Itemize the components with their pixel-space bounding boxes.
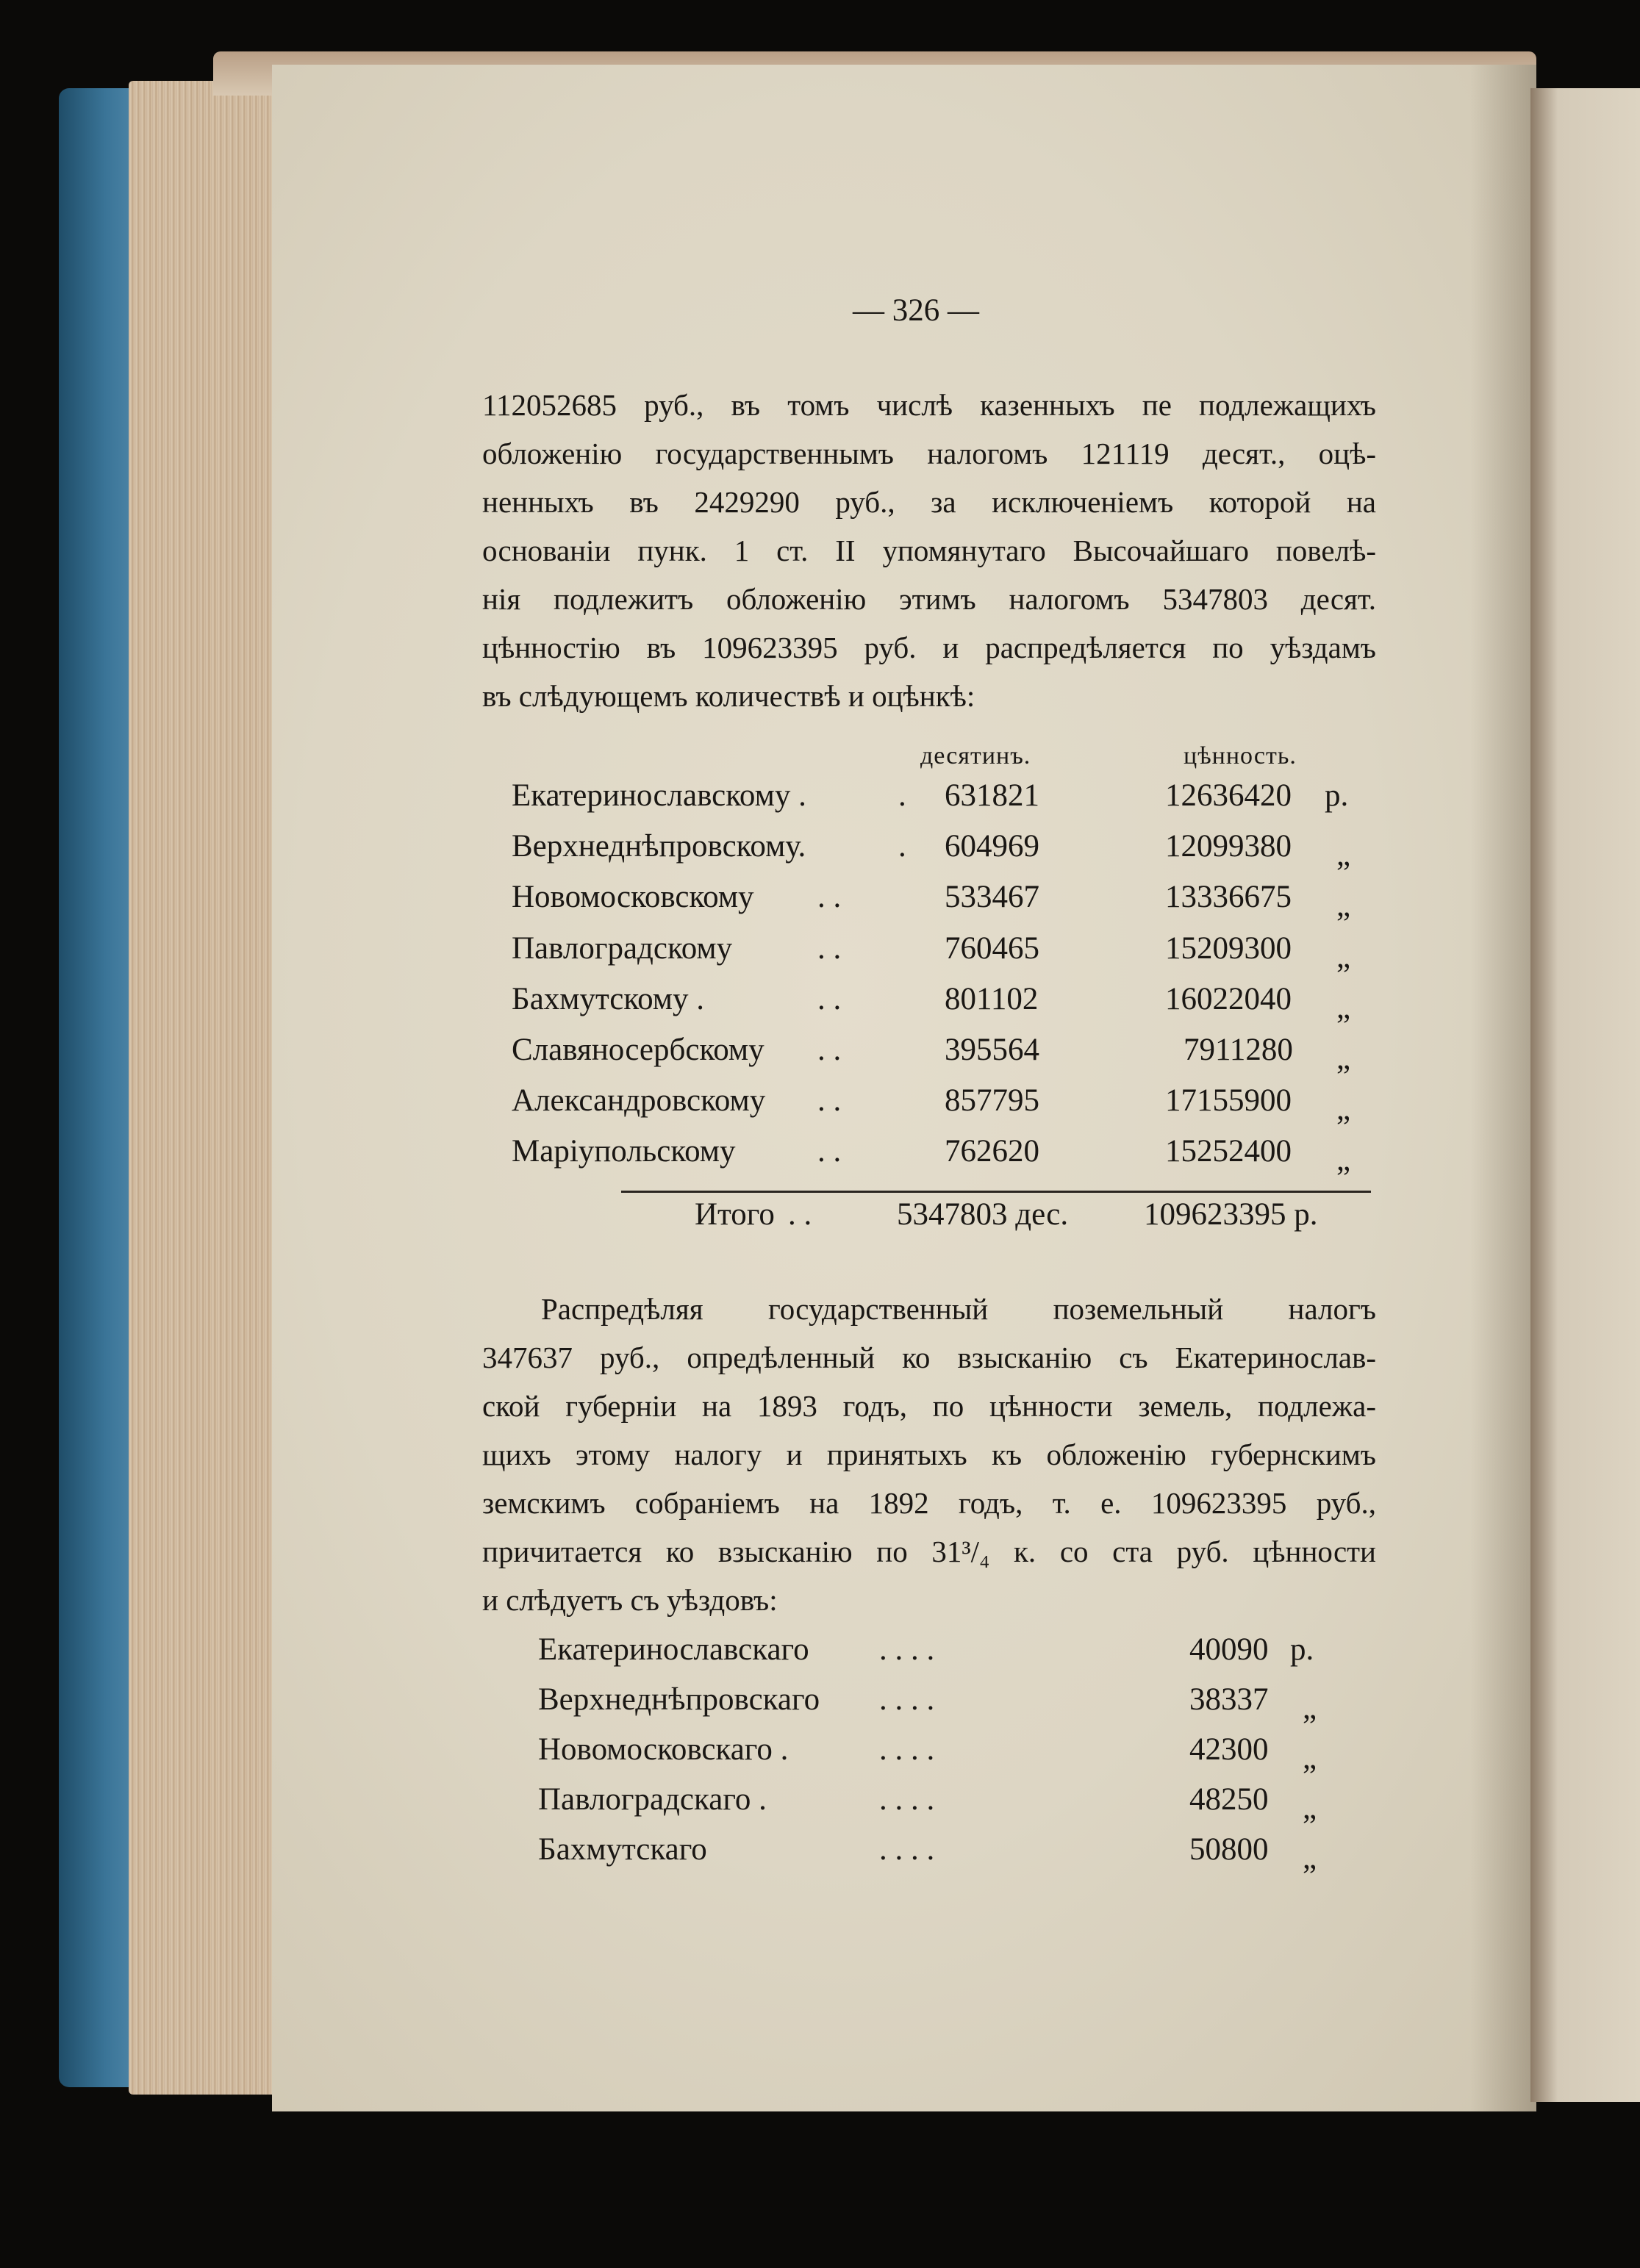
row-dots: . . [788, 1197, 812, 1232]
row-dots: . . [817, 1083, 842, 1118]
paragraph-line: нія подлежитъ обложенію этимъ налогомъ 5347803 десят. [482, 582, 1376, 616]
unit-suffix: „ [1303, 1741, 1317, 1776]
table-row [0, 1133, 1640, 1177]
table-row [0, 1731, 1640, 1776]
table-row [0, 1632, 1640, 1676]
unit-suffix: „ [1303, 1841, 1317, 1876]
desyatin-value: 631821 [945, 778, 1039, 813]
table-row [0, 1781, 1640, 1826]
table-row [0, 981, 1640, 1025]
value-cell: 15252400 [1165, 1134, 1292, 1169]
table-row [0, 930, 1640, 975]
total-value: 109623395 р. [1144, 1197, 1318, 1232]
column-header-value: цѣнность. [1184, 742, 1297, 769]
total-label: Итого [695, 1197, 775, 1232]
value-cell: 15209300 [1165, 931, 1292, 966]
table-row [0, 1682, 1640, 1726]
unit-suffix: „ [1336, 889, 1351, 923]
row-dots: . . [817, 1033, 842, 1067]
value-cell: 16022040 [1165, 982, 1292, 1016]
district-name: Маріупольскому [512, 1134, 736, 1169]
unit-suffix: „ [1303, 1691, 1317, 1726]
row-dots: . . . . [879, 1632, 935, 1667]
unit-suffix: „ [1336, 1041, 1351, 1076]
row-dots: . . . . [879, 1782, 935, 1817]
table-row [0, 778, 1640, 822]
district-name: Славяносербскому [512, 1033, 765, 1067]
row-dots: . . [817, 931, 842, 966]
county-name: Верхнеднѣпровскаго [538, 1682, 820, 1717]
row-dots: . . . . [879, 1732, 935, 1767]
table-row [0, 828, 1640, 872]
table-row [0, 1032, 1640, 1076]
total-row [0, 1196, 1640, 1241]
table-row [0, 1831, 1640, 1876]
paragraph-line: и слѣдуетъ съ уѣздовъ: [482, 1583, 778, 1617]
levy-value: 42300 [1189, 1732, 1269, 1767]
county-name: Екатеринославскаго [538, 1632, 809, 1667]
unit-suffix: „ [1336, 1143, 1351, 1177]
page-number: — 326 — [853, 293, 979, 328]
district-name: Екатеринославскому . [512, 778, 806, 813]
value-cell: 12636420 [1165, 778, 1292, 813]
district-name: Павлоградскому [512, 931, 733, 966]
district-name: Александровскому [512, 1083, 766, 1118]
table-row [0, 879, 1640, 923]
county-name: Бахмутскаго [538, 1832, 707, 1867]
paragraph-line: основаніи пунк. 1 ст. II упомянутаго Высочайшаго повелѣ- [482, 534, 1376, 567]
district-name: Бахмутскому . [512, 982, 704, 1016]
paragraph-line: Распредѣляя государственный поземельный налогъ [541, 1292, 1376, 1326]
paragraph-line: ненныхъ въ 2429290 руб., за исключеніемъ которой на [482, 485, 1376, 519]
value-cell: 12099380 [1165, 829, 1292, 864]
row-dots: . [898, 778, 906, 813]
unit-suffix: „ [1336, 838, 1351, 872]
unit-suffix: р. [1290, 1632, 1314, 1667]
column-header-desyatin: десятинъ. [920, 742, 1031, 769]
paragraph-line: земскимъ собраніемъ на 1892 годъ, т. е. 109623395 руб., [482, 1486, 1376, 1520]
levy-value: 40090 [1189, 1632, 1269, 1667]
desyatin-value: 395564 [945, 1033, 1039, 1067]
desyatin-value: 604969 [945, 829, 1039, 864]
levy-value: 38337 [1189, 1682, 1269, 1717]
paragraph-line: 112052685 руб., въ томъ числѣ казенныхъ пе подлежащихъ [482, 388, 1376, 422]
table-rule [621, 1191, 1371, 1193]
value-cell: 13336675 [1165, 880, 1292, 914]
unit-suffix: „ [1336, 940, 1351, 975]
county-name: Новомосковскаго . [538, 1732, 789, 1767]
paragraph-line: въ слѣдующемъ количествѣ и оцѣнкѣ: [482, 679, 975, 713]
table-row [0, 1083, 1640, 1127]
desyatin-value: 857795 [945, 1083, 1039, 1118]
row-dots: . . [817, 1134, 842, 1169]
row-dots: . . . . [879, 1832, 935, 1867]
paragraph-line: 347637 руб., опредѣленный ко взысканію съ Екатеринослав- [482, 1341, 1376, 1374]
levy-value: 48250 [1189, 1782, 1269, 1817]
row-dots: . . [817, 880, 842, 914]
county-name: Павлоградскаго . [538, 1782, 767, 1817]
unit-suffix: р. [1325, 778, 1349, 813]
paragraph-line: причитается ко взысканію по 31³/₄ к. со ста руб. цѣнности [482, 1535, 1376, 1568]
desyatin-value: 533467 [945, 880, 1039, 914]
district-name: Новомосковскому [512, 880, 754, 914]
paragraph-line: цѣнностію въ 109623395 руб. и распредѣляется по уѣздамъ [482, 631, 1376, 664]
desyatin-value: 760465 [945, 931, 1039, 966]
district-name: Верхнеднѣпровскому. [512, 829, 806, 864]
row-dots: . [898, 829, 906, 864]
total-desyatin: 5347803 дес. [897, 1197, 1069, 1232]
levy-value: 50800 [1189, 1832, 1269, 1867]
row-dots: . . . . [879, 1682, 935, 1717]
unit-suffix: „ [1336, 1092, 1351, 1127]
paragraph-line: ской губерніи на 1893 годъ, по цѣнности земель, подлежа- [482, 1389, 1376, 1423]
unit-suffix: „ [1336, 991, 1351, 1025]
row-dots: . . [817, 982, 842, 1016]
desyatin-value: 762620 [945, 1134, 1039, 1169]
desyatin-value: 801102 [945, 982, 1039, 1016]
unit-suffix: „ [1303, 1791, 1317, 1826]
value-cell: 17155900 [1165, 1083, 1292, 1118]
paragraph-line: обложенію государственнымъ налогомъ 121119 десят., оцѣ- [482, 437, 1376, 470]
value-cell: 7911280 [1184, 1033, 1293, 1067]
paragraph-line: щихъ этому налогу и принятыхъ къ обложенію губернскимъ [482, 1438, 1376, 1471]
